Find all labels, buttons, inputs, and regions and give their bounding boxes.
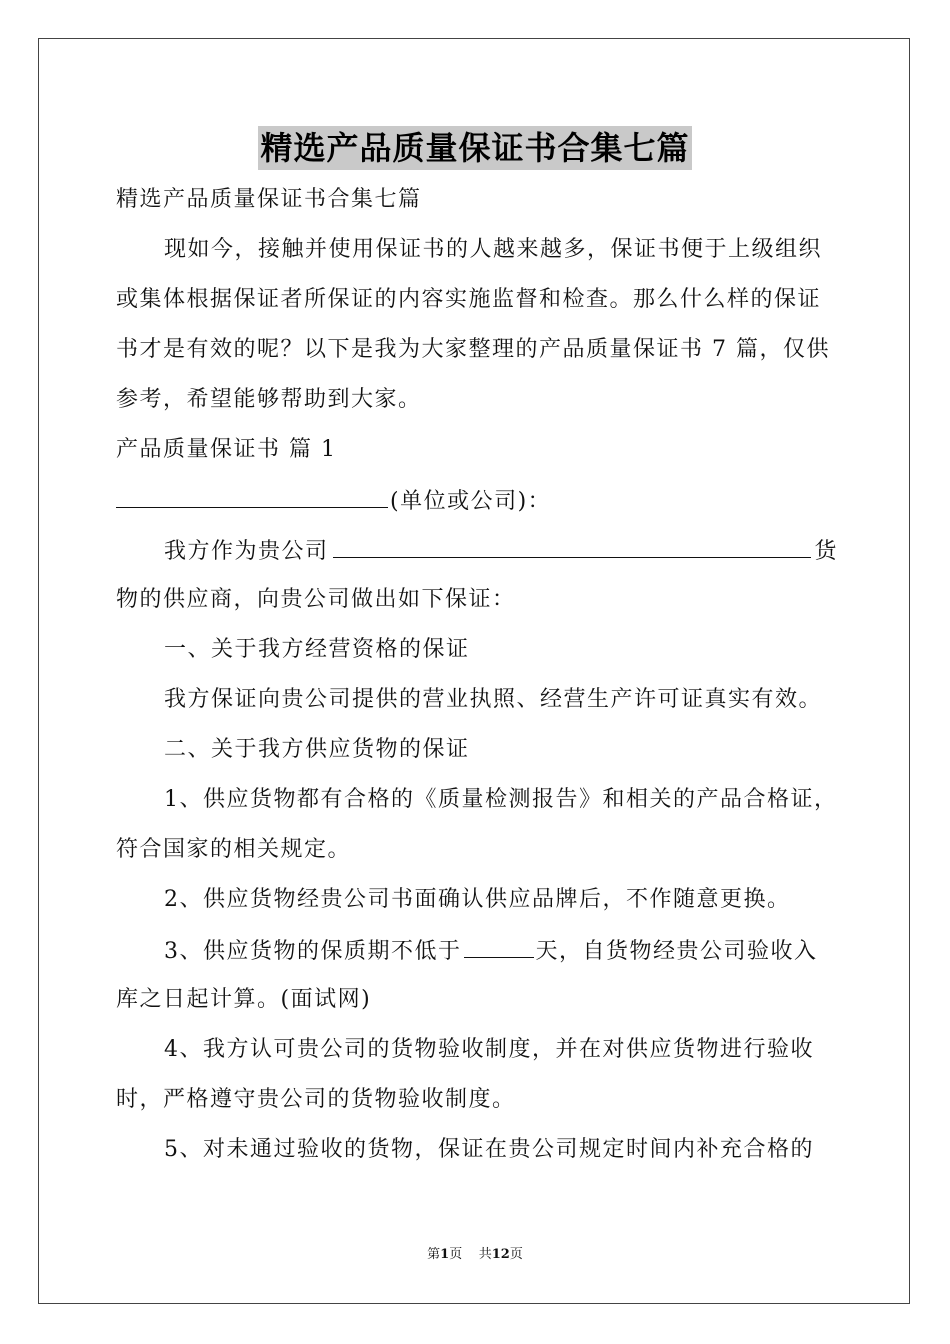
document-title: 精选产品质量保证书合集七篇 — [258, 126, 691, 170]
supplier-prefix: 我方作为贵公司 — [164, 539, 329, 564]
supplier-continued: 物的供应商，向贵公司做出如下保证： — [116, 587, 516, 612]
page-current: 1 — [440, 1247, 450, 1262]
intro-line-1: 现如今，接触并使用保证书的人越来越多，保证书便于上级组织 — [164, 237, 823, 262]
addressee-line — [116, 485, 836, 517]
addressee-suffix: (单位或公司)： — [390, 489, 552, 514]
item-3-line-1 — [164, 935, 836, 967]
item-3-line-2: 库之日起计算。(面试网) — [116, 987, 372, 1012]
paragraph-qualification: 我方保证向贵公司提供的营业执照、经营生产许可证真实有效。 — [164, 687, 823, 712]
item-1-line-1: 1、供应货物都有合格的《质量检测报告》和相关的产品合格证， — [164, 787, 838, 812]
intro-line-3: 书才是有效的呢？以下是我为大家整理的产品质量保证书 7 篇，仅供 — [116, 337, 830, 362]
section-heading: 产品质量保证书 篇 1 — [116, 437, 337, 462]
unit-blank — [116, 485, 388, 508]
item-1-line-2: 符合国家的相关规定。 — [116, 837, 352, 862]
page-prefix: 第 — [427, 1247, 441, 1262]
item-4-line-1: 4、我方认可贵公司的货物验收制度，并在对供应货物进行验收 — [164, 1037, 814, 1062]
intro-line-4: 参考，希望能够帮助到大家。 — [116, 387, 422, 412]
intro-line-2: 或集体根据保证者所保证的内容实施监督和检查。那么什么样的保证 — [116, 287, 822, 312]
item-2: 2、供应货物经贵公司书面确认供应品牌后，不作随意更换。 — [164, 887, 791, 912]
supplier-line — [164, 535, 839, 567]
goods-blank — [333, 535, 811, 558]
item-3-suffix: 天，自货物经贵公司验收入 — [535, 939, 818, 964]
page-total: 12 — [491, 1247, 510, 1262]
heading-goods: 二、关于我方供应货物的保证 — [164, 737, 470, 762]
item-5-line-1: 5、对未通过验收的货物，保证在贵公司规定时间内补充合格的 — [164, 1137, 814, 1162]
heading-qualification: 一、关于我方经营资格的保证 — [164, 637, 470, 662]
item-3-prefix: 3、供应货物的保质期不低于 — [164, 939, 462, 964]
days-blank — [464, 935, 534, 958]
page-suffix: 页 — [509, 1247, 523, 1262]
item-4-line-2: 时，严格遵守贵公司的货物验收制度。 — [116, 1087, 516, 1112]
document-subtitle: 精选产品质量保证书合集七篇 — [116, 187, 422, 212]
page-footer — [0, 1246, 950, 1264]
page-mid: 页 共 — [449, 1247, 492, 1262]
title-block — [0, 126, 950, 170]
supplier-suffix: 货 — [814, 539, 839, 564]
